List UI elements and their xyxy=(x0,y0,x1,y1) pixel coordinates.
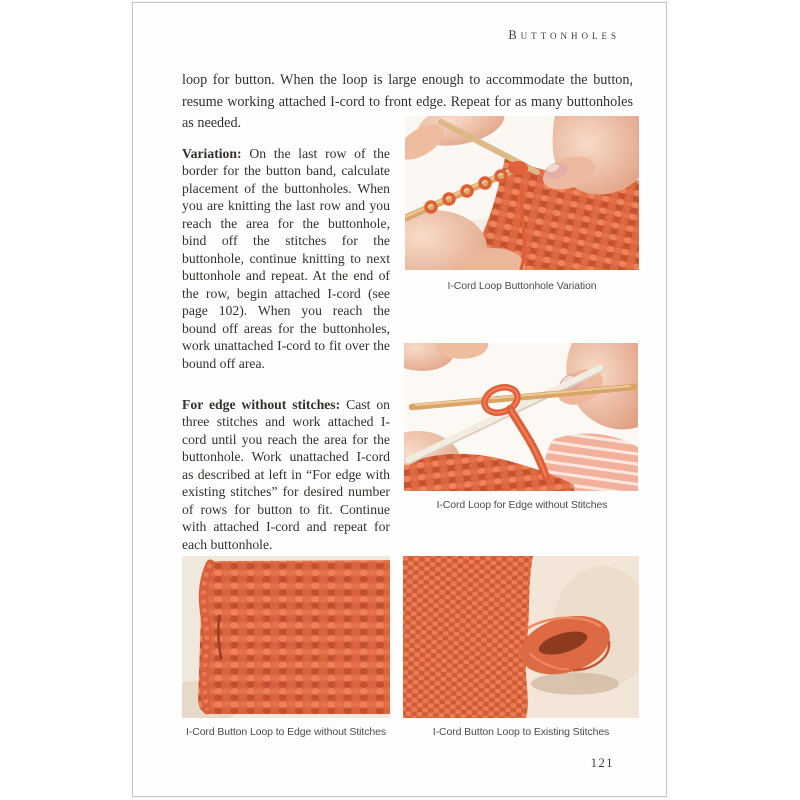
photo-caption: I-Cord Loop Buttonhole Variation xyxy=(447,280,597,292)
book-page xyxy=(132,2,667,797)
loop-shadow xyxy=(531,672,619,694)
for-edge-label: For edge without stitches: xyxy=(182,396,341,412)
for-edge-paragraph xyxy=(182,396,390,554)
photo-2-illustration xyxy=(404,343,638,491)
yarn-bundle xyxy=(508,161,528,175)
photo-icord-button-loop-edge-without-stitches xyxy=(182,556,390,718)
photo-3-illustration xyxy=(182,556,390,718)
photo-icord-loop-buttonhole-variation xyxy=(405,116,639,270)
knitted-fabric xyxy=(403,556,533,718)
photo-caption: I-Cord Loop for Edge without Stitches xyxy=(436,499,608,511)
photo-1-illustration xyxy=(405,116,639,270)
variation-paragraph xyxy=(182,145,390,373)
photo-icord-button-loop-existing-stitches xyxy=(403,556,639,718)
variation-text: On the last row of the border for the button band, calculate placement of the buttonholes. When you are knitting the last row and you reach the area for the buttonhole, bind off the stitches for the buttonhole, continue knitting to next buttonhole and repeat. At the end of the row, begin attached I-cord (see page 102). When you reach the bound off areas for the buttonholes, work unattached I-cord to fit over the bound off area. xyxy=(182,145,390,371)
photo-caption: I-Cord Button Loop to Existing Stitches xyxy=(432,726,610,738)
page-number: 121 xyxy=(590,756,614,770)
for-edge-text: Cast on three stitches and work attached I-cord until you reach the area for the buttonhole. Work unattached I-cord as described at left in “For edge with existing stitches” for desired number of rows for button to fit. Continue with attached I-cord and repeat for each buttonhole. xyxy=(182,396,391,552)
photo-caption: I-Cord Button Loop to Edge without Stitches xyxy=(186,726,386,738)
photo-4-illustration xyxy=(403,556,639,718)
knitted-fabric xyxy=(198,560,390,714)
variation-label: Variation: xyxy=(182,145,242,161)
photo-icord-loop-edge-without-stitches xyxy=(404,343,638,491)
intro-paragraph: loop for button. When the loop is large enough to accommodate the button, resume working attached I-cord to front edge. Repeat for as many buttonholes as needed. xyxy=(182,72,633,131)
running-head: Buttonholes xyxy=(508,28,620,42)
